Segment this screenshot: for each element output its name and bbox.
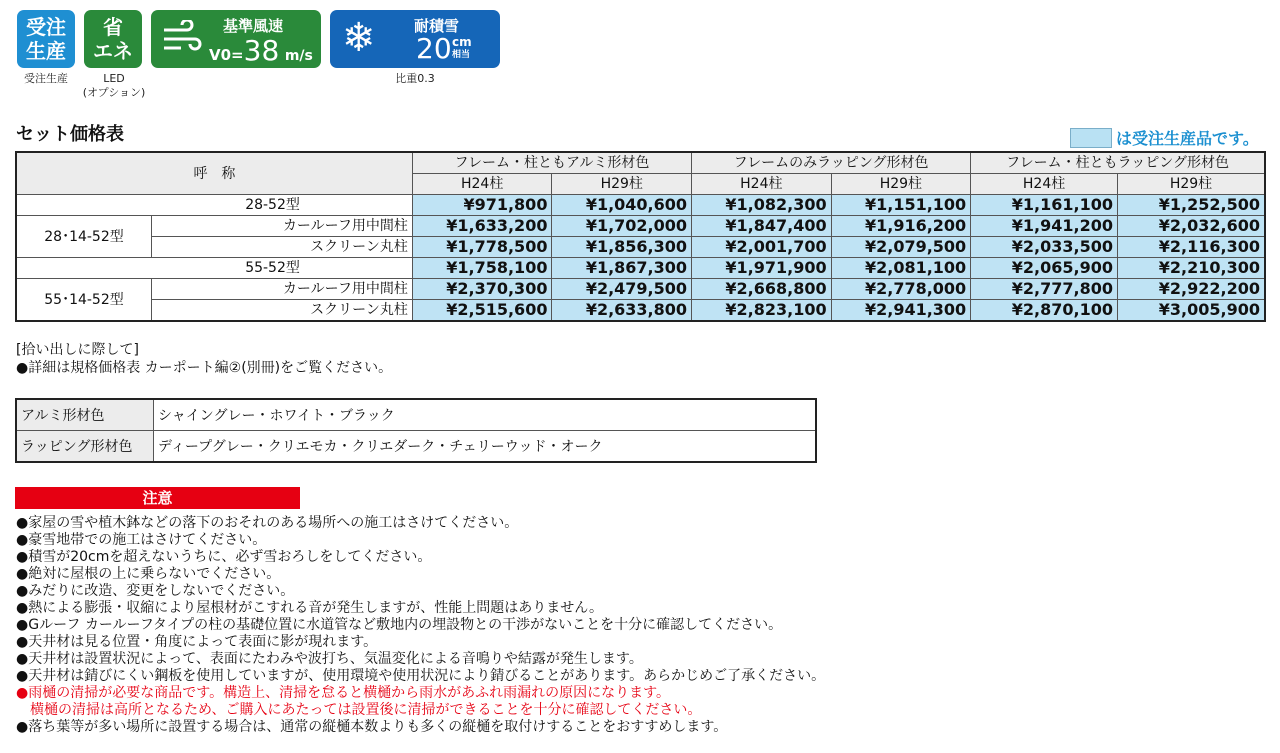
price-cell: ¥2,001,700 <box>692 237 832 258</box>
price-cell: ¥2,033,500 <box>971 237 1118 258</box>
eco-caption-option: (オプション) <box>82 86 146 99</box>
order-badge-line2: 生産 <box>26 39 66 63</box>
price-cell: ¥2,922,200 <box>1117 279 1265 300</box>
sub-header: H29柱 <box>831 174 971 195</box>
wind-value: 38 <box>243 34 280 67</box>
table-header-row <box>16 152 1265 174</box>
energy-saving-badge <box>84 10 142 68</box>
table-row <box>16 300 1265 322</box>
table-row <box>16 195 1265 216</box>
order-made-legend <box>1070 126 1259 149</box>
snow-unit-cm: cm <box>452 35 472 49</box>
price-table <box>15 151 1266 322</box>
row-group-name: 55･14-52型 <box>16 279 152 322</box>
price-cell: ¥2,941,300 <box>831 300 971 322</box>
price-cell: ¥2,777,800 <box>971 279 1118 300</box>
snowflake-icon: ❄ <box>342 15 376 61</box>
table-row <box>16 279 1265 300</box>
caution-item: ●天井材は見る位置・角度によって表面に影が現れます。 <box>16 634 378 650</box>
group-header: フレームのみラッピング形材色 <box>692 152 971 174</box>
table-row <box>16 258 1265 279</box>
color-table <box>15 398 817 463</box>
caution-list <box>16 515 825 736</box>
price-cell: ¥1,758,100 <box>412 258 552 279</box>
row-group-name: 28･14-52型 <box>16 216 152 258</box>
caution-item: ●豪雪地帯での施工はさけてください。 <box>16 532 267 548</box>
price-cell: ¥1,161,100 <box>971 195 1118 216</box>
snow-badge-label: 耐積雪 <box>414 17 460 35</box>
eco-badge-line2: エネ <box>93 39 133 63</box>
row-name: カールーフ用中間柱 <box>152 216 413 237</box>
caution-item: ●Gルーフ カールーフタイプの柱の基礎位置に水道管など敷地内の埋設物との干渉がないことを十分に確認してください。 <box>16 617 783 633</box>
sub-header: H29柱 <box>552 174 692 195</box>
note-line: [拾い出しに際して] <box>16 342 139 358</box>
name-header: 呼 称 <box>16 152 412 195</box>
price-cell: ¥2,633,800 <box>552 300 692 322</box>
caution-item: ●熱による膨張・収縮により屋根材がこすれる音が発生しますが、性能上問題はありません。 <box>16 600 604 616</box>
legend-swatch <box>1070 128 1112 148</box>
order-badge-caption: 受注生産 <box>24 72 68 85</box>
price-cell: ¥971,800 <box>412 195 552 216</box>
price-cell: ¥1,941,200 <box>971 216 1118 237</box>
note-line: ●詳細は規格価格表 カーポート編②(別冊)をご覧ください。 <box>16 360 393 376</box>
snow-load-badge <box>330 10 500 68</box>
caution-item: ●落ち葉等が多い場所に設置する場合は、通常の縦樋本数よりも多くの縦樋を取付けすることをおすすめします。 <box>16 719 728 735</box>
sub-header: H24柱 <box>412 174 552 195</box>
price-cell: ¥1,702,000 <box>552 216 692 237</box>
price-cell: ¥1,040,600 <box>552 195 692 216</box>
color-label: アルミ形材色 <box>16 399 154 431</box>
eco-caption-led: LED <box>103 72 125 85</box>
price-cell: ¥1,971,900 <box>692 258 832 279</box>
snow-badge-caption: 比重0.3 <box>395 72 435 85</box>
price-cell: ¥2,515,600 <box>412 300 552 322</box>
picking-notes <box>16 341 392 377</box>
color-row <box>16 431 816 463</box>
price-cell: ¥3,005,900 <box>1117 300 1265 322</box>
group-header: フレーム・柱ともアルミ形材色 <box>412 152 691 174</box>
price-cell: ¥2,778,000 <box>831 279 971 300</box>
price-cell: ¥2,032,600 <box>1117 216 1265 237</box>
price-cell: ¥1,916,200 <box>831 216 971 237</box>
table-row <box>16 237 1265 258</box>
caution-item: ●天井材は錆びにくい鋼板を使用していますが、使用環境や使用状況により錆びることがあります。あらかじめご了承ください。 <box>16 668 826 684</box>
caution-item: ●みだりに改造、変更をしないでください。 <box>16 583 295 599</box>
wind-speed-badge <box>151 10 321 68</box>
snow-value: 20 <box>416 32 452 65</box>
sub-header: H29柱 <box>1117 174 1265 195</box>
caution-item: ●家屋の雪や植木鉢などの落下のおそれのある場所への施工はさけてください。 <box>16 515 519 531</box>
price-cell: ¥1,252,500 <box>1117 195 1265 216</box>
price-cell: ¥2,668,800 <box>692 279 832 300</box>
caution-item-important: 横樋の清掃は高所となるため、ご購入にあたっては設置後に清掃ができることを十分に確認してください。 <box>16 702 702 718</box>
price-cell: ¥1,856,300 <box>552 237 692 258</box>
caution-item: ●積雪が20cmを超えないうちに、必ず雪おろしをしてください。 <box>16 549 432 565</box>
order-badge-line1: 受注 <box>26 15 66 39</box>
caution-item: ●天井材は設置状況によって、表面にたわみや波打ち、気温変化による音鳴りや結露が発生します。 <box>16 651 643 667</box>
wind-prefix: V0= <box>209 46 244 64</box>
color-value: シャイングレー・ホワイト・ブラック <box>154 399 817 431</box>
price-cell: ¥2,479,500 <box>552 279 692 300</box>
legend-text: は受注生産品です。 <box>1116 129 1259 148</box>
price-cell: ¥2,065,900 <box>971 258 1118 279</box>
price-cell: ¥2,370,300 <box>412 279 552 300</box>
row-name: カールーフ用中間柱 <box>152 279 413 300</box>
caution-item-important: ●雨樋の清掃が必要な商品です。構造上、清掃を怠ると横樋から雨水があふれ雨漏れの原因になります。 <box>16 685 670 701</box>
row-name: 55-52型 <box>16 258 412 279</box>
color-value: ディープグレー・クリエモカ・クリエダーク・チェリーウッド・オーク <box>154 431 817 463</box>
sub-header: H24柱 <box>692 174 832 195</box>
group-header: フレーム・柱ともラッピング形材色 <box>971 152 1265 174</box>
wind-badge-label: 基準風速 <box>223 17 284 35</box>
price-cell: ¥2,081,100 <box>831 258 971 279</box>
page-title: セット価格表 <box>16 124 124 145</box>
wind-icon <box>161 20 203 60</box>
price-cell: ¥1,847,400 <box>692 216 832 237</box>
color-row <box>16 399 816 431</box>
price-cell: ¥1,151,100 <box>831 195 971 216</box>
caution-item: ●絶対に屋根の上に乗らないでください。 <box>16 566 281 582</box>
order-made-badge <box>17 10 75 68</box>
row-name: スクリーン丸柱 <box>152 300 413 322</box>
row-name: スクリーン丸柱 <box>152 237 413 258</box>
price-cell: ¥2,870,100 <box>971 300 1118 322</box>
sub-header: H24柱 <box>971 174 1118 195</box>
price-cell: ¥2,210,300 <box>1117 258 1265 279</box>
price-cell: ¥1,082,300 <box>692 195 832 216</box>
price-cell: ¥1,867,300 <box>552 258 692 279</box>
snow-unit-equiv: 相当 <box>452 50 471 60</box>
eco-badge-line1: 省 <box>103 15 123 39</box>
wind-unit: m/s <box>284 48 313 64</box>
color-label: ラッピング形材色 <box>16 431 154 463</box>
price-cell: ¥2,079,500 <box>831 237 971 258</box>
row-name: 28-52型 <box>16 195 412 216</box>
price-cell: ¥1,778,500 <box>412 237 552 258</box>
table-row <box>16 216 1265 237</box>
price-cell: ¥1,633,200 <box>412 216 552 237</box>
price-cell: ¥2,823,100 <box>692 300 832 322</box>
price-cell: ¥2,116,300 <box>1117 237 1265 258</box>
caution-header: 注意 <box>15 487 300 509</box>
eco-badge-caption <box>76 72 152 100</box>
